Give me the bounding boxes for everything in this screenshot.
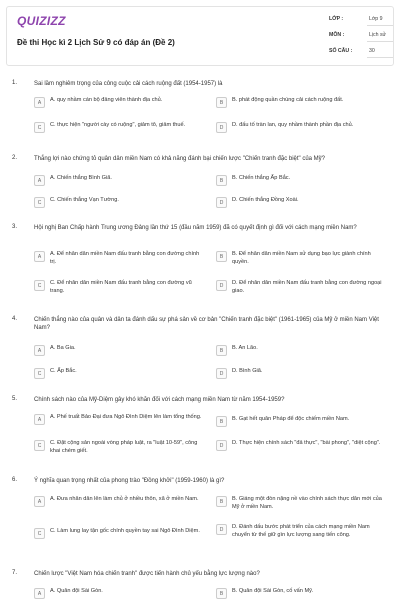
option-text: B. An Lão. [232, 345, 258, 351]
question-number: 6. [12, 477, 18, 483]
option-letter: D [216, 524, 227, 535]
option-a[interactable] [34, 588, 204, 599]
option-text: C. Làm lung lay tận gốc chính quyền tay sai Ngô Đình Diệm. [50, 528, 200, 534]
option-letter: C [34, 122, 45, 133]
option-letter: B [216, 496, 227, 507]
option-text: B. Giáng một đòn nặng nề vào chính sách thực dân mới của Mỹ ở miền Nam. [232, 496, 382, 510]
question-number: 7. [12, 570, 18, 576]
question-number: 2. [12, 155, 18, 161]
option-d[interactable] [216, 122, 386, 133]
option-b[interactable] [216, 97, 386, 108]
option-text: C. Chiến thắng Vạn Tường. [50, 197, 119, 203]
meta-divider [367, 41, 393, 42]
option-letter: C [34, 368, 45, 379]
option-d[interactable] [216, 197, 386, 208]
meta-count-label: SỐ CÂU : [329, 48, 353, 54]
question-number: 3. [12, 224, 18, 230]
option-text: A. Đưa nhân dân lên làm chủ ở nhiều thôn, xã ở miền Nam. [50, 496, 199, 502]
option-letter: A [34, 251, 45, 262]
meta-divider [367, 25, 393, 26]
option-text: A. Phế truất Bảo Đại đưa Ngô Đình Diệm lên làm tổng thống. [50, 414, 202, 420]
option-b[interactable] [216, 416, 386, 427]
option-text: D. Chiến thắng Đồng Xoài. [232, 197, 299, 203]
option-letter: C [34, 528, 45, 539]
question-number: 1. [12, 80, 18, 86]
option-letter: B [216, 345, 227, 356]
question-text: Chiến thắng nào của quân và dân ta đánh dấu sự phá sản về cơ bản "Chiến tranh đặc biệt" (1961-1965) của Mỹ ở miền Nam Việt Nam? [34, 317, 379, 331]
option-letter: D [216, 368, 227, 379]
option-a[interactable] [34, 251, 204, 266]
option-letter: B [216, 175, 227, 186]
option-letter: B [216, 416, 227, 427]
question-text: Thắng lợi nào chứng tỏ quân dân miền Nam có khả năng đánh bại chiến lược "Chiến tranh đặc biệt" của Mỹ? [34, 156, 326, 162]
option-text: A. quy nhầm cán bộ đảng viên thành địa chủ. [50, 97, 163, 103]
worksheet-title: Đề thi Học kì 2 Lịch Sử 9 có đáp án (Đề 2) [17, 38, 175, 47]
option-letter: C [34, 280, 45, 291]
option-b[interactable] [216, 345, 386, 356]
option-text: D. Bình Giã. [232, 368, 263, 374]
option-b[interactable] [216, 588, 386, 599]
option-text: C. Để nhân dân miền Nam đấu tranh bằng con đường vũ trang. [50, 280, 192, 294]
meta-class-value: Lớp 9 [369, 16, 383, 22]
option-letter: A [34, 175, 45, 186]
option-letter: C [34, 440, 45, 451]
option-text: D. đấu tố tràn lan, quy nhầm thành phần địa chủ. [232, 122, 354, 128]
option-a[interactable] [34, 496, 204, 507]
option-text: B. Gạt hết quân Pháp để độc chiếm miền Nam. [232, 416, 350, 422]
option-d[interactable] [216, 440, 386, 451]
question-text: Hội nghị Ban Chấp hành Trung ương Đảng lần thứ 15 (đầu năm 1959) đã có quyết định gì đối với cách mạng miền Nam? [34, 225, 357, 231]
option-letter: A [34, 496, 45, 507]
option-c[interactable] [34, 528, 204, 539]
option-letter: D [216, 197, 227, 208]
meta-class-label: LỚP : [329, 16, 344, 22]
option-letter: D [216, 122, 227, 133]
option-text: D. Để nhân dân miền Nam đấu tranh bằng con đường ngoại giao. [232, 280, 382, 294]
option-b[interactable] [216, 175, 386, 186]
option-text: B. Chiến thắng Ấp Bắc. [232, 175, 291, 181]
option-c[interactable] [34, 440, 204, 455]
question-text: Chính sách nào của Mỹ-Diệm gây khó khăn đối với cách mạng miền Nam từ năm 1954-1959? [34, 397, 285, 403]
option-c[interactable] [34, 280, 204, 295]
option-letter: C [34, 197, 45, 208]
option-text: B. Để nhân dân miền Nam sử dụng bạo lực giành chính quyền. [232, 251, 371, 265]
option-letter: A [34, 588, 45, 599]
option-text: A. Chiến thắng Bình Giã. [50, 175, 112, 181]
option-text: B. phát động quần chúng cải cách ruộng đất. [232, 97, 344, 103]
question-text: Ý nghĩa quan trọng nhất của phong trào "Đồng khởi" (1959-1960) là gì? [34, 478, 225, 484]
option-text: C. Đặt cộng sản ngoài vòng pháp luật, ra "luật 10-59", công khai chém giết. [50, 440, 198, 454]
option-d[interactable] [216, 524, 386, 539]
option-letter: A [34, 97, 45, 108]
option-a[interactable] [34, 345, 204, 356]
worksheet-header [6, 6, 394, 66]
option-c[interactable] [34, 197, 204, 208]
option-text: D. Thực hiện chính sách "đả thực", "bài phong", "diệt cộng". [232, 440, 381, 446]
question-text: Sai lầm nghiêm trọng của công cuộc cải cách ruộng đất (1954-1957) là [34, 81, 223, 87]
option-letter: A [34, 345, 45, 356]
option-a[interactable] [34, 175, 204, 186]
question-number: 5. [12, 396, 18, 402]
option-letter: D [216, 280, 227, 291]
option-b[interactable] [216, 251, 386, 266]
question-text: Chiến lược "Việt Nam hóa chiến tranh" được tiến hành chủ yếu bằng lực lượng nào? [34, 571, 260, 577]
option-d[interactable] [216, 368, 386, 379]
option-b[interactable] [216, 496, 386, 511]
option-letter: D [216, 440, 227, 451]
meta-count-value: 30 [369, 48, 375, 54]
option-letter: B [216, 97, 227, 108]
meta-subject-label: MÔN : [329, 32, 345, 38]
option-text: A. Ba Gia. [50, 345, 76, 351]
option-text: C. Ấp Bắc. [50, 368, 77, 374]
option-a[interactable] [34, 97, 204, 108]
option-letter: A [34, 414, 45, 425]
option-c[interactable] [34, 122, 204, 133]
option-letter: B [216, 588, 227, 599]
option-text: C. thực hiện "người cày có ruộng", giảm tô, giảm thuế. [50, 122, 186, 128]
option-letter: B [216, 251, 227, 262]
meta-divider [367, 57, 393, 58]
option-text: A. Quân đội Sài Gòn. [50, 588, 103, 594]
option-a[interactable] [34, 414, 204, 425]
question-number: 4. [12, 316, 18, 322]
option-text: D. Đánh dấu bước phát triển của cách mạng miền Nam chuyển từ thế giữ gìn lực lượng sang tiến công. [232, 524, 370, 538]
option-d[interactable] [216, 280, 386, 295]
option-text: A. Để nhân dân miền Nam đấu tranh bằng con đường chính trị. [50, 251, 200, 265]
quizizz-logo: QUIZIZZ [17, 14, 66, 28]
option-text: B. Quân đội Sài Gòn, cố vấn Mỹ. [232, 588, 314, 594]
option-c[interactable] [34, 368, 204, 379]
meta-subject-value: Lịch sử [369, 32, 387, 38]
